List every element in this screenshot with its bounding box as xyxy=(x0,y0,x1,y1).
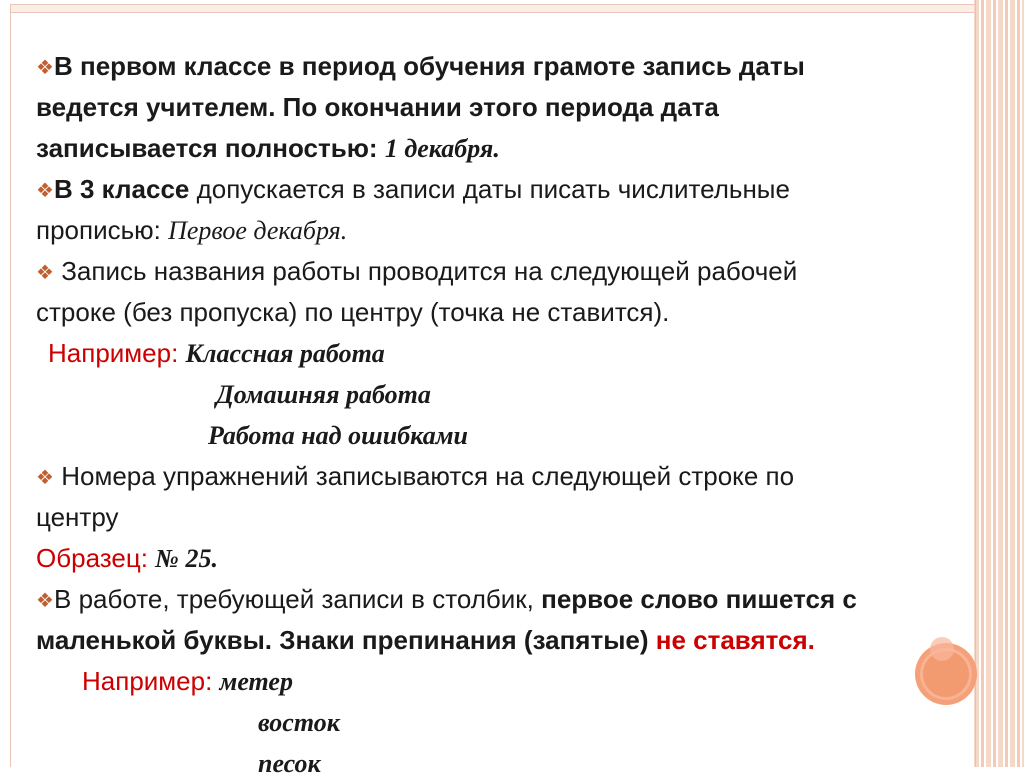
p5-example-2: восток xyxy=(258,708,340,737)
p3-line2: строке (без пропуска) по центру (точка не ставится). xyxy=(36,297,670,327)
p3-example-2: Домашняя работа xyxy=(216,380,431,409)
sample-label: Образец: xyxy=(36,543,156,573)
p3-line1: ❖ Запись названия работы проводится на следующей рабочей xyxy=(36,251,986,292)
bullet-icon: ❖ xyxy=(36,262,54,284)
p2-line2: прописью: Первое декабря. xyxy=(36,215,348,245)
p3-example-3: Работа над ошибками xyxy=(208,421,468,450)
p5-line1: ❖В работе, требующей записи в столбик, первое слово пишется с xyxy=(36,579,986,620)
bullet-icon: ❖ xyxy=(36,590,54,612)
p4-sample: Образец: № 25. xyxy=(36,543,218,573)
p5-line2: маленькой буквы. Знаки препинания (запятые) не ставятся. xyxy=(36,625,815,655)
p3-example-1: Например: Классная работа xyxy=(48,338,385,368)
p2-line1: ❖В 3 классе допускается в записи даты писать числительные xyxy=(36,169,986,210)
p1-line2: ведется учителем. По окончании этого периода дата xyxy=(36,92,719,122)
p4-line2: центру xyxy=(36,502,119,532)
p4-line1: ❖ Номера упражнений записываются на следующей строке по xyxy=(36,456,986,497)
p1-line3: записывается полностью: 1 декабря. xyxy=(36,133,500,163)
p5-example-1: Например: метер xyxy=(82,666,293,696)
bullet-icon: ❖ xyxy=(36,180,54,202)
bullet-icon: ❖ xyxy=(36,467,54,489)
example-label: Например: xyxy=(48,338,186,368)
slide-frame-left xyxy=(10,4,11,767)
slide-content xyxy=(36,46,986,784)
slide-frame-top xyxy=(10,4,975,13)
p5-example-3: песок xyxy=(258,749,321,778)
example-label: Например: xyxy=(82,666,220,696)
bullet-icon: ❖ xyxy=(36,57,54,79)
p1-line1: ❖В первом классе в период обучения грамоте запись даты xyxy=(36,46,986,87)
